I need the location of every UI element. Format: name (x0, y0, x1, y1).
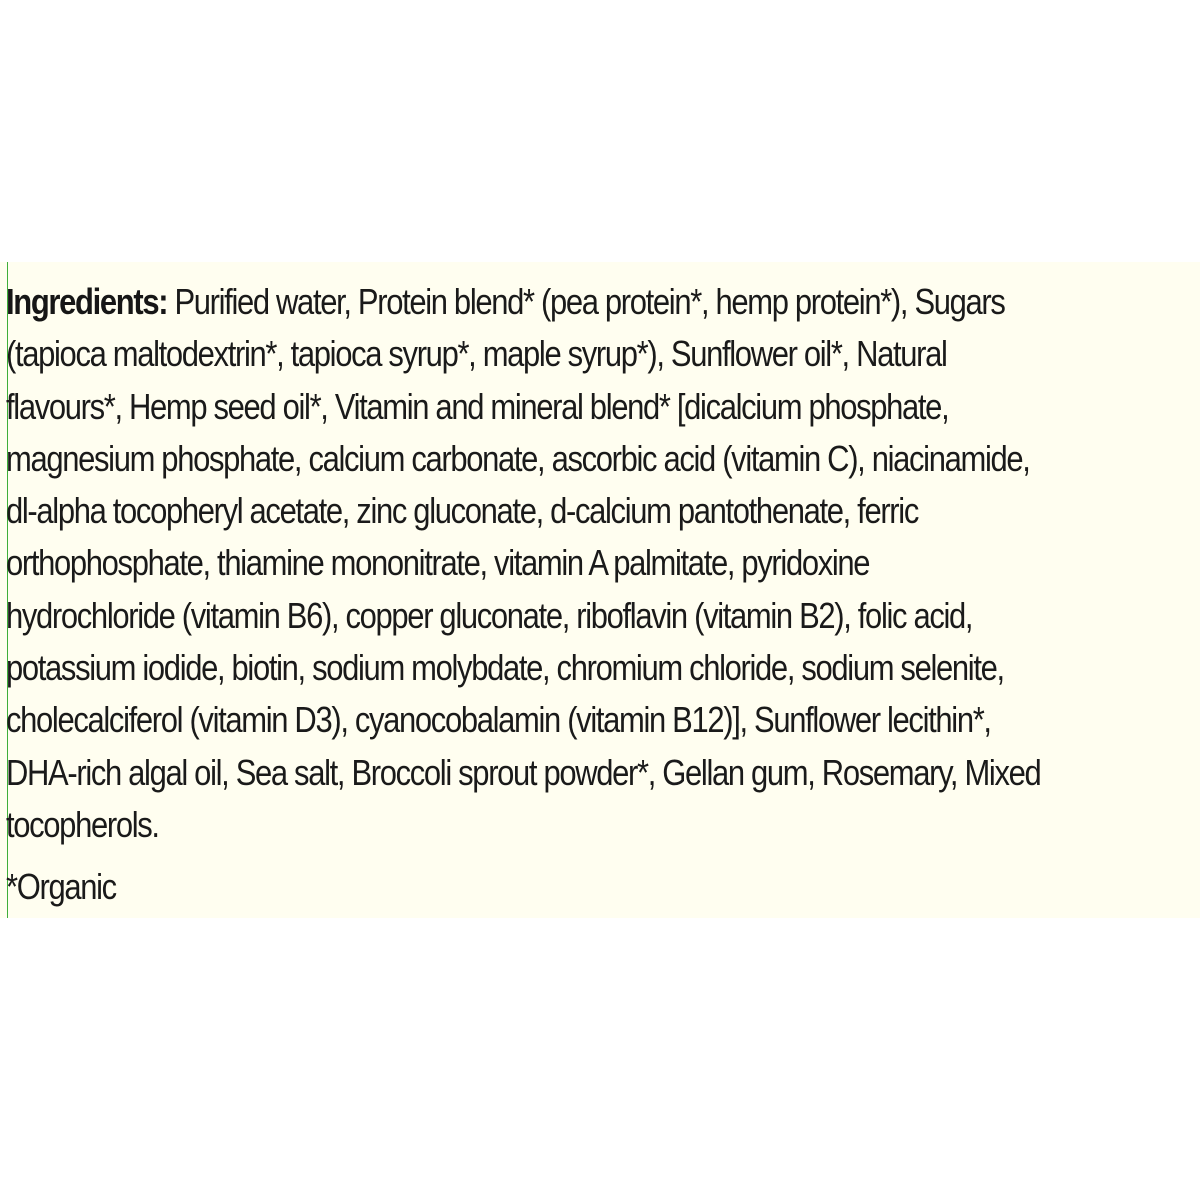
ingredients-line-2: (tapioca maltodextrin*, tapioca syrup*, maple syrup*), Sunflower oil*, Natural (6, 333, 947, 375)
ingredients-label-panel (0, 262, 1200, 918)
ingredients-line-6: orthophosphate, thiamine mononitrate, vitamin A palmitate, pyridoxine (6, 542, 870, 584)
ingredients-line-5: dl-alpha tocopheryl acetate, zinc gluconate, d-calcium pantothenate, ferric (6, 490, 918, 532)
organic-footnote: *Organic (6, 866, 116, 908)
ingredients-line-4: magnesium phosphate, calcium carbonate, ascorbic acid (vitamin C), niacinamide, (6, 437, 1030, 479)
ingredients-line-7: hydrochloride (vitamin B6), copper gluconate, riboflavin (vitamin B2), folic acid, (6, 594, 973, 636)
ingredients-line-8: potassium iodide, biotin, sodium molybdate, chromium chloride, sodium selenite, (6, 647, 1004, 689)
ingredients-line-10: DHA-rich algal oil, Sea salt, Broccoli sprout powder*, Gellan gum, Rosemary, Mixed (6, 751, 1041, 793)
ingredients-text-block (6, 276, 1195, 914)
ingredients-line-11: tocopherols. (6, 803, 159, 845)
ingredients-paragraph (6, 276, 1195, 851)
ingredients-line-3: flavours*, Hemp seed oil*, Vitamin and mineral blend* [dicalcium phosphate, (6, 385, 949, 427)
ingredients-heading: Ingredients: (6, 281, 168, 322)
ingredients-line-9: cholecalciferol (vitamin D3), cyanocobalamin (vitamin B12)], Sunflower lecithin*, (6, 699, 991, 741)
ingredients-line-1: Purified water, Protein blend* (pea protein*, hemp protein*), Sugars (167, 281, 1005, 322)
